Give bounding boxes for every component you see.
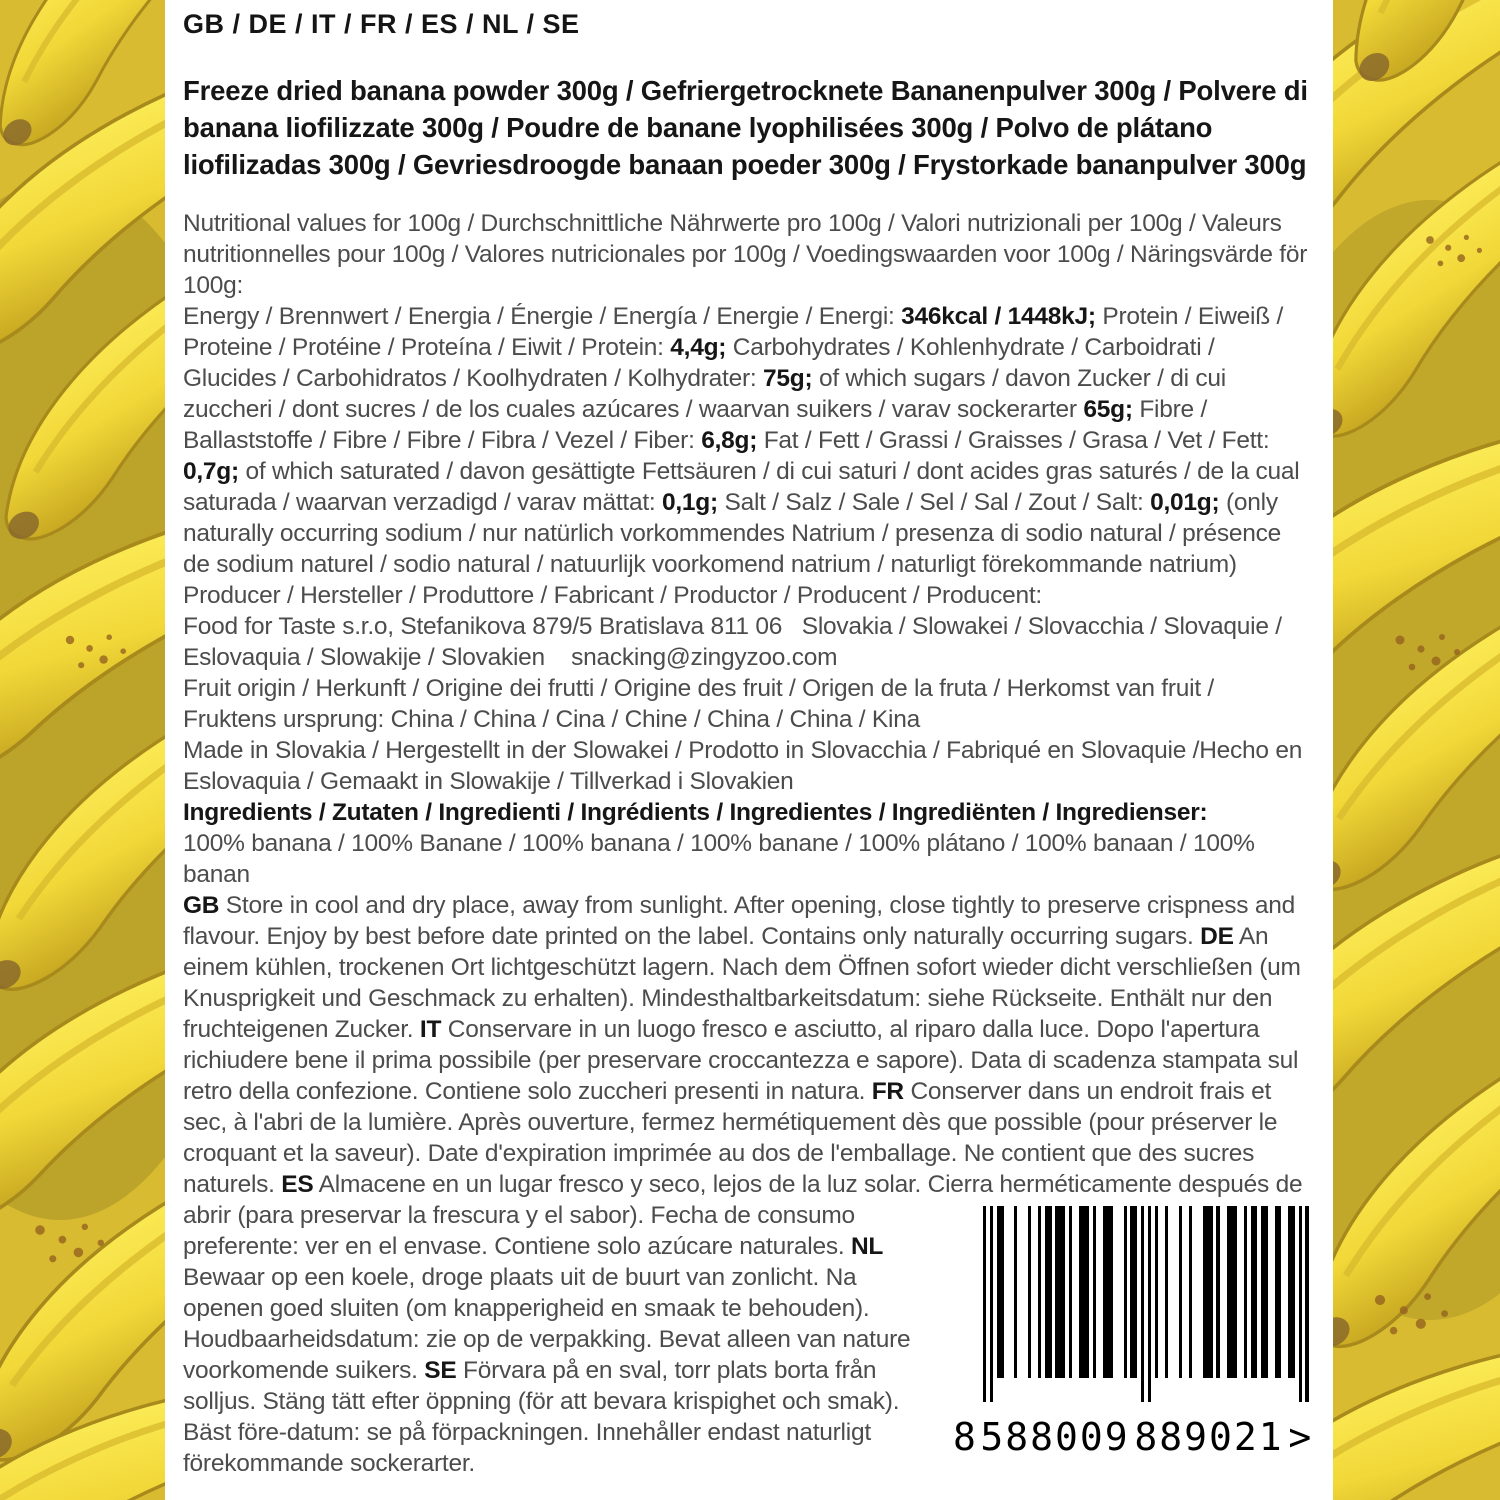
nutrition-values: Energy / Brennwert / Energia / Énergie / Energía / Energie / Energi: 346kcal / 1448kJ; Protein / Eiweiß / Proteine / Protéine / Proteína / Eiwit / Protein: 4,4g; Carbohydrates / Kohlenhydrate / Carboidrati / Glucides / Carbohidratos / Koolhydraten / Kolhydrater: 75g; of which sugars / davon Zucker / di cui zuccheri / dont sucres / de los cuales azúcares / waarvan suikers / varav sockerarter 65g; Fibre / Ballaststoffe / Fibre / Fibre / Fibra / Vezel / Fiber: 6,8g; Fat / Fett / Grassi / Graisses / Grasa / Vet / Fett: 0,7g; of which saturated / davon gesättigte Fettsäuren / di cui saturi / dont acides gras saturés / de la cual saturada / waarvan verzadigd / varav mättat: 0,1g; Salt / Salz / Sale / Sel / Sal / Zout / Salt: 0,01g; (only naturally occurring sodium / nur natürlich vorkommendes Natrium / presenza di sodio natural / présence de sodium naturel / sodio natural / natuurlijk voorkomend natrium / naturligt förekommande natrium): [183, 303, 1300, 578]
barcode-bars: [983, 1206, 1309, 1406]
fruit-origin: Fruit origin / Herkunft / Origine dei frutti / Origine des fruit / Origen de la fruta / Herkomst van fruit / Fruktens ursprung: China / China / Cina / Chine / China / China / Kina: [183, 675, 1214, 733]
barcode: [953, 1206, 1311, 1458]
product-title: Freeze dried banana powder 300g / Gefriergetrocknete Bananenpulver 300g / Polvere di banana liofilizzate 300g / Poudre de banane lyophilisées 300g / Polvo de plátano liofilizadas 300g / Gevriesdroogde banaan poeder 300g / Frystorkade bananpulver 300g: [183, 75, 1308, 180]
ingredients-heading: Ingredients / Zutaten / Ingredienti / Ingrédients / Ingredientes / Ingrediënten / Ingredienser:: [183, 799, 1208, 826]
label-panel: [165, 0, 1333, 1500]
producer-address: Food for Taste s.r.o, Stefanikova 879/5 Bratislava 811 06 Slovakia / Slowakei / Slovacchia / Slovaquie / Eslovaquia / Slowakije / Slovakien snacking@zingyzoo.com: [183, 613, 1289, 671]
storage-text-part2: herméticamente después de abrir (para preservar la frescura y el sabor). Fecha de consumo preferente: ver en el envase. Contiene solo azúcare naturales. NL Bewaar op een koele, droge plaats uit de buurt van zonlicht. Na openen goed sluiten (om knapperigheid en smaak te behouden). Houdbaarheidsdatum: zie op de verpakking. Bevat alleen van nature voorkomende suikers. SE Förvara på en sval, torr plats borta från solljus. Stäng tätt efter öppning (för att bevara krispighet och smak). Bäst före-datum: se på förpackningen. Innehåller endast naturligt förekommande sockerarter.: [183, 1171, 1303, 1477]
nutrition-intro: Nutritional values for 100g / Durchschnittliche Nährwerte pro 100g / Valori nutrizionali per 100g / Valeurs nutritionnelles pour 100g / Valores nutricionales por 100g / Voedingswaarden voor 100g / Näringsvärde för 100g:: [183, 210, 1308, 299]
barcode-group2: 889021: [1134, 1415, 1284, 1460]
storage-instructions: [183, 890, 1311, 1479]
barcode-end-char: >: [1288, 1415, 1311, 1460]
producer-heading: Producer / Hersteller / Produttore / Fabricant / Productor / Producent / Producent:: [183, 582, 1042, 609]
barcode-number: [953, 1415, 1311, 1460]
barcode-lead-digit: 8: [953, 1415, 976, 1460]
label-body: [183, 208, 1311, 1479]
storage-text-part1: GB Store in cool and dry place, away from sunlight. After opening, close tightly to preserve crispness and flavour. Enjoy by best before date printed on the label. Contains only naturally occurring sugars. DE An einem kühlen, trockenen Ort lichtgeschützt lagern. Nach dem Öffnen sofort wieder dicht verschließen (um Knusprigkeit und Geschmack zu erhalten). Mindesthaltbarkeitsdatum: siehe Rückseite. Enthält nur den fruchteigenen Zucker. IT Conservare in un luogo fresco e asciutto, al riparo dalla luce. Dopo l'apertura richiudere bene il prima possibile (per preservare croccantezza e sapore). Data di scadenza stampata sul retro della confezione. Contiene solo zuccheri presenti in natura. FR Conserver dans un endroit frais et sec, à l'abri de la lumière. Après ouverture, fermez hermétiquement dès que possible (pour préserver le croquant et la saveur). Date d'expiration imprimée au dos de l'emballage. Ne contient que des sucres naturels. ES Almacene en un lugar fresco y seco, lejos de la luz solar. Cierra: [183, 892, 1301, 1198]
ingredients-value: 100% banana / 100% Banane / 100% banana / 100% banane / 100% plátano / 100% banaan / 100% banan: [183, 830, 1255, 888]
language-codes-header: GB / DE / IT / FR / ES / NL / SE: [183, 9, 580, 39]
made-in: Made in Slovakia / Hergestellt in der Slowakei / Prodotto in Slovacchia / Fabriqué en Slovaquie /Hecho en Eslovaquia / Gemaakt in Slowakije / Tillverkad i Slovakien: [183, 737, 1303, 795]
barcode-group1: 588009: [980, 1415, 1130, 1460]
